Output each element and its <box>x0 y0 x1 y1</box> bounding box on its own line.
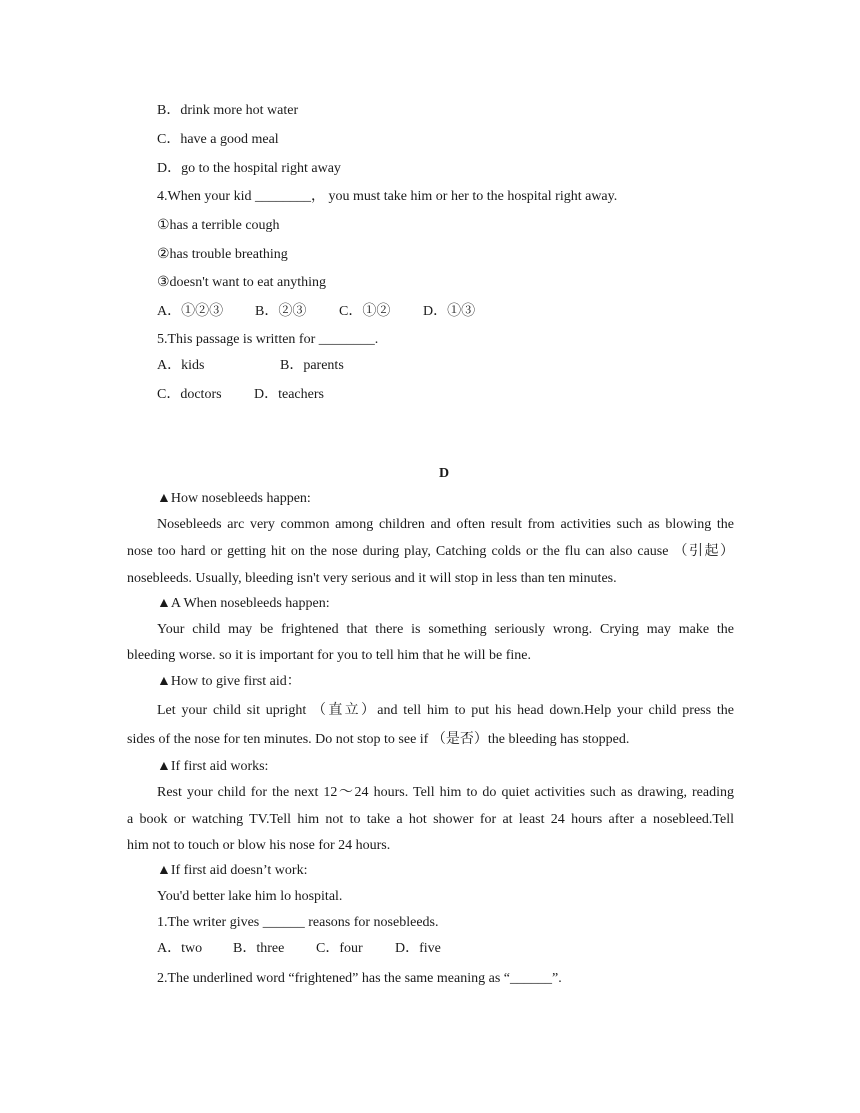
question-1-option-a: A．two <box>157 941 203 956</box>
q5-option-d: D．teachers <box>254 387 324 402</box>
q3-option-b: B．drink more hot water <box>157 103 299 118</box>
question-1-option-d: D．five <box>395 941 441 956</box>
heading-first-aid-not-work: ▲If first aid doesn’t work: <box>157 863 308 878</box>
q4-item-3: ③doesn't want to eat anything <box>157 275 327 290</box>
q4-option-c: C．①② <box>339 304 391 319</box>
q4-option-d: D．①③ <box>423 304 476 319</box>
q5-option-c: C．doctors <box>157 387 222 402</box>
q4-item-2: ②has trouble breathing <box>157 247 288 262</box>
heading-how-nosebleeds-happen: ▲How nosebleeds happen: <box>157 491 311 506</box>
paragraph-2-line-2: bleeding worse. so it is important for you to tell him that he will be fine. <box>127 648 531 663</box>
question-1-option-b: B．three <box>233 941 285 956</box>
q5-option-b: B．parents <box>280 358 344 373</box>
question-1-stem: 1.The writer gives ______ reasons for nosebleeds. <box>157 915 439 930</box>
paragraph-4-line-3: him not to touch or blow his nose for 24 hours. <box>127 838 391 853</box>
q4-stem: 4.When your kid ________， you must take him or her to the hospital right away. <box>157 189 618 204</box>
heading-first-aid: ▲How to give first aid： <box>157 674 301 689</box>
q5-options-row1 <box>157 357 344 375</box>
paragraph-4-line-2: a book or watching TV.Tell him not to take a hot shower for at least 24 hours after a nosebleed.Tell <box>127 812 734 827</box>
q5-stem: 5.This passage is written for ________. <box>157 332 379 347</box>
paragraph-3-line-2: sides of the nose for ten minutes. Do not stop to see if （是否）the bleeding has stopped. <box>127 732 630 747</box>
q4-option-b: B．②③ <box>255 304 307 319</box>
heading-first-aid-works: ▲If first aid works: <box>157 759 269 774</box>
paragraph-1-line-1: Nosebleeds arc very common among children and often result from activities such as blowing the <box>157 517 734 532</box>
question-1-options <box>157 940 441 958</box>
q3-option-d: D．go to the hospital right away <box>157 161 341 176</box>
q3-option-c: C．have a good meal <box>157 132 279 147</box>
paragraph-3-line-1: Let your child sit upright （直立）and tell him to put his head down.Help your child press the <box>157 703 734 718</box>
paragraph-1-line-3: nosebleeds. Usually, bleeding isn't very serious and it will stop in less than ten minutes. <box>127 571 617 586</box>
q4-options <box>157 303 475 321</box>
paragraph-1-line-2: nose too hard or getting hit on the nose during play, Catching colds or the flu can also cause （引起） <box>127 544 734 559</box>
paragraph-2-line-1: Your child may be frightened that there is something seriously wrong. Crying may make the <box>157 622 734 637</box>
question-1-option-c: C．four <box>316 941 363 956</box>
q5-options-row2 <box>157 386 324 404</box>
q5-option-a: A．kids <box>157 358 205 373</box>
q4-option-a: A．①②③ <box>157 304 224 319</box>
paragraph-5: You'd better lake him lo hospital. <box>157 889 343 904</box>
heading-when-nosebleeds-happen: ▲A When nosebleeds happen: <box>157 596 330 611</box>
paragraph-4-line-1: Rest your child for the next 12～24 hours. Tell him to do quiet activities such as drawing, reading <box>157 785 734 800</box>
question-2-stem: 2.The underlined word “frightened” has the same meaning as “______”. <box>157 971 562 986</box>
section-title: D <box>438 466 450 481</box>
q4-item-1: ①has a terrible cough <box>157 218 280 233</box>
